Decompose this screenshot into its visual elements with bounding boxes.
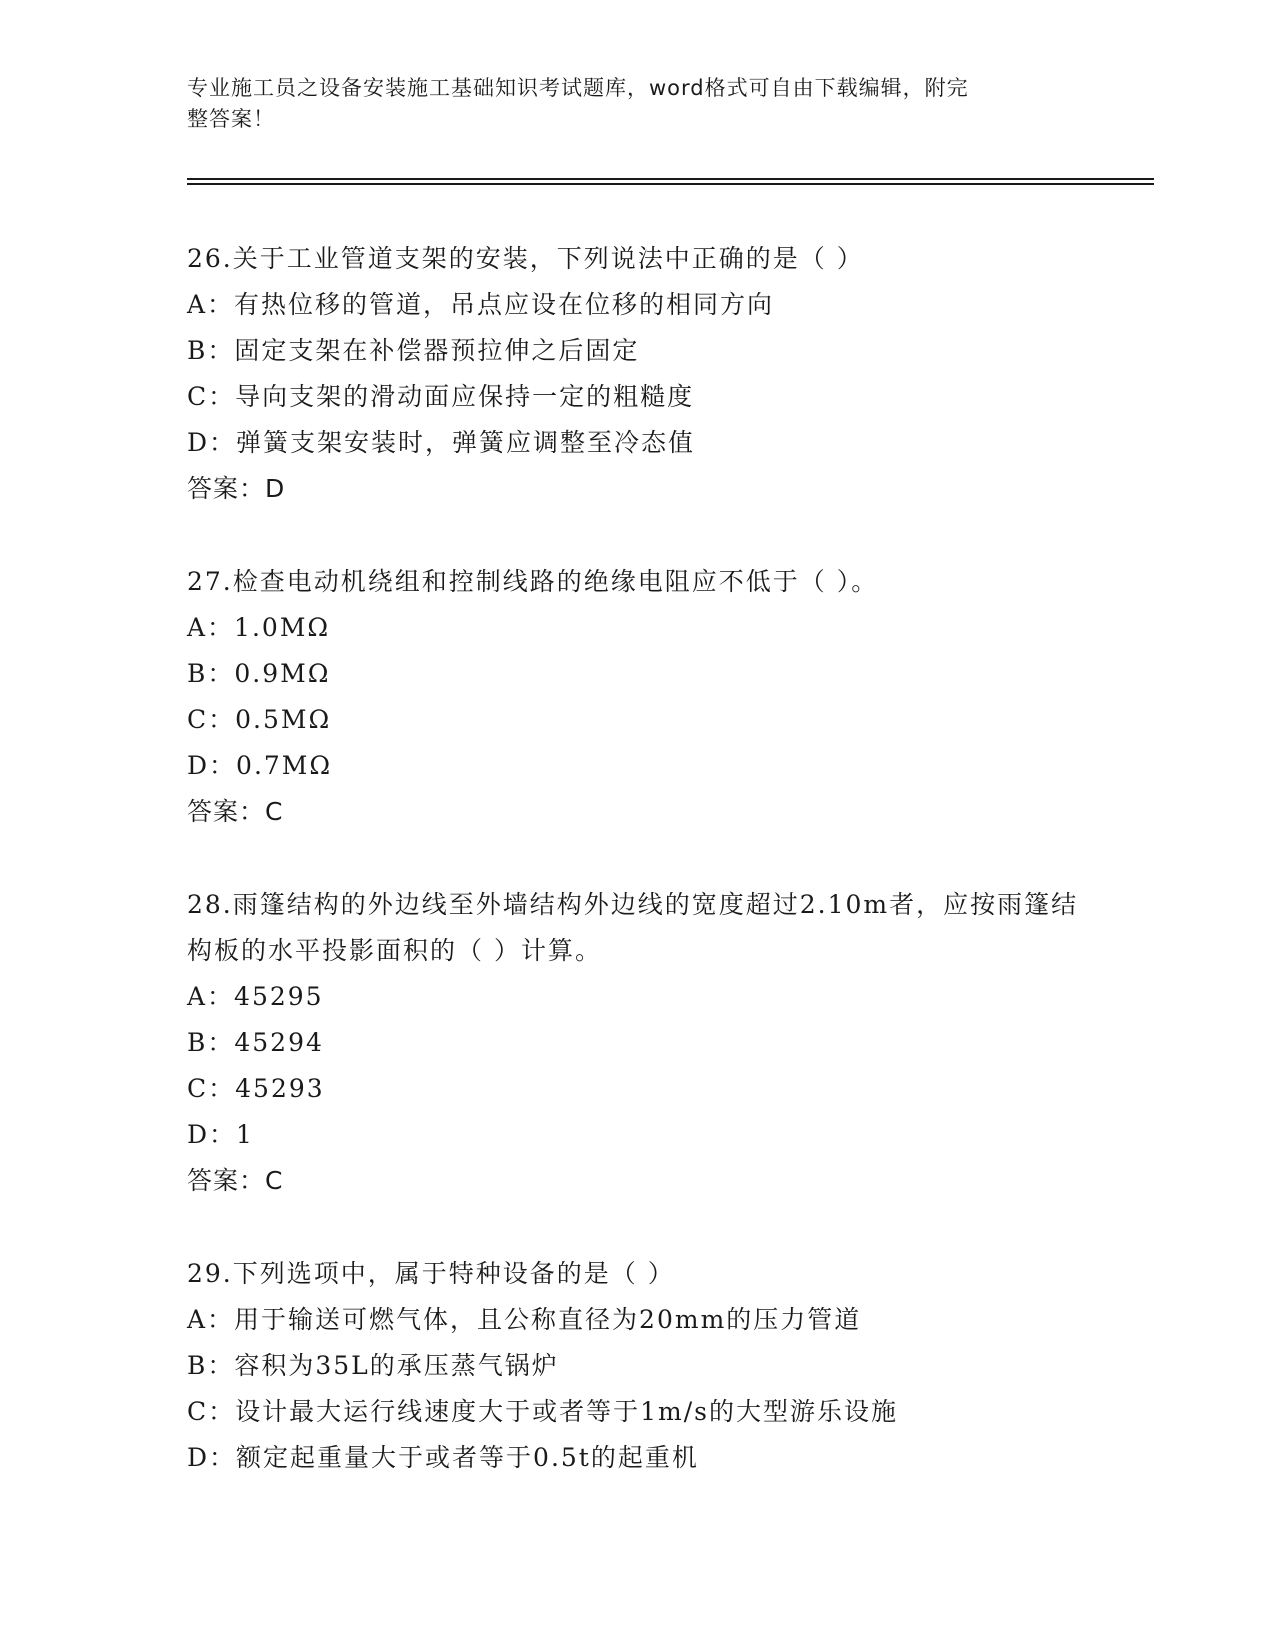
option-d: D：额定起重量大于或者等于0.5t的起重机 <box>187 1443 699 1472</box>
answer-line: 答案：C <box>187 1166 284 1195</box>
header-divider-top <box>187 178 1154 180</box>
question-number: 28. <box>187 890 233 919</box>
option-a: A：用于输送可燃气体，且公称直径为20mm的压力管道 <box>187 1305 862 1334</box>
question-stem <box>187 1251 1087 1297</box>
option-a: A：有热位移的管道，吊点应设在位移的相同方向 <box>187 290 775 319</box>
option-d: D：0.7MΩ <box>187 751 333 780</box>
question-text: 雨篷结构的外边线至外墙结构外边线的宽度超过2.10m者，应按雨篷结构板的水平投影面积的（ ）计算。 <box>187 890 1079 965</box>
question-text: 关于工业管道支架的安装，下列说法中正确的是（ ） <box>232 244 864 273</box>
question-stem <box>187 882 1087 974</box>
option-b: B：0.9MΩ <box>187 659 331 688</box>
option-d: D：弹簧支架安装时，弹簧应调整至冷态值 <box>187 428 696 457</box>
option-b: B：45294 <box>187 1028 324 1057</box>
question-text: 检查电动机绕组和控制线路的绝缘电阻应不低于（ ）。 <box>232 567 879 596</box>
question-number: 26. <box>187 244 233 273</box>
option-c: C：导向支架的滑动面应保持一定的粗糙度 <box>187 382 695 411</box>
answer-line: 答案：C <box>187 797 284 826</box>
option-c: C：设计最大运行线速度大于或者等于1m/s的大型游乐设施 <box>187 1397 898 1426</box>
question-text: 下列选项中，属于特种设备的是（ ） <box>232 1259 675 1288</box>
question-26 <box>187 236 1087 512</box>
question-28 <box>187 882 1087 1204</box>
option-a: A：45295 <box>187 982 324 1011</box>
answer-line: 答案：D <box>187 474 286 503</box>
question-stem <box>187 236 1087 282</box>
option-a: A：1.0MΩ <box>187 613 331 642</box>
header-line-1: 专业施工员之设备安装施工基础知识考试题库，word格式可自由下载编辑，附完 <box>187 76 969 100</box>
question-stem <box>187 559 1087 605</box>
question-number: 29. <box>187 1259 233 1288</box>
option-b: B：容积为35L的承压蒸气锅炉 <box>187 1351 559 1380</box>
question-number: 27. <box>187 567 233 596</box>
option-d: D：1 <box>187 1120 254 1149</box>
question-list <box>187 236 1087 1528</box>
question-29 <box>187 1251 1087 1481</box>
option-c: C：45293 <box>187 1074 325 1103</box>
question-27 <box>187 559 1087 835</box>
header-divider-bottom <box>187 183 1154 185</box>
header-line-2: 整答案！ <box>187 107 275 131</box>
option-c: C：0.5MΩ <box>187 705 332 734</box>
option-b: B：固定支架在补偿器预拉伸之后固定 <box>187 336 640 365</box>
document-header <box>187 73 1067 135</box>
